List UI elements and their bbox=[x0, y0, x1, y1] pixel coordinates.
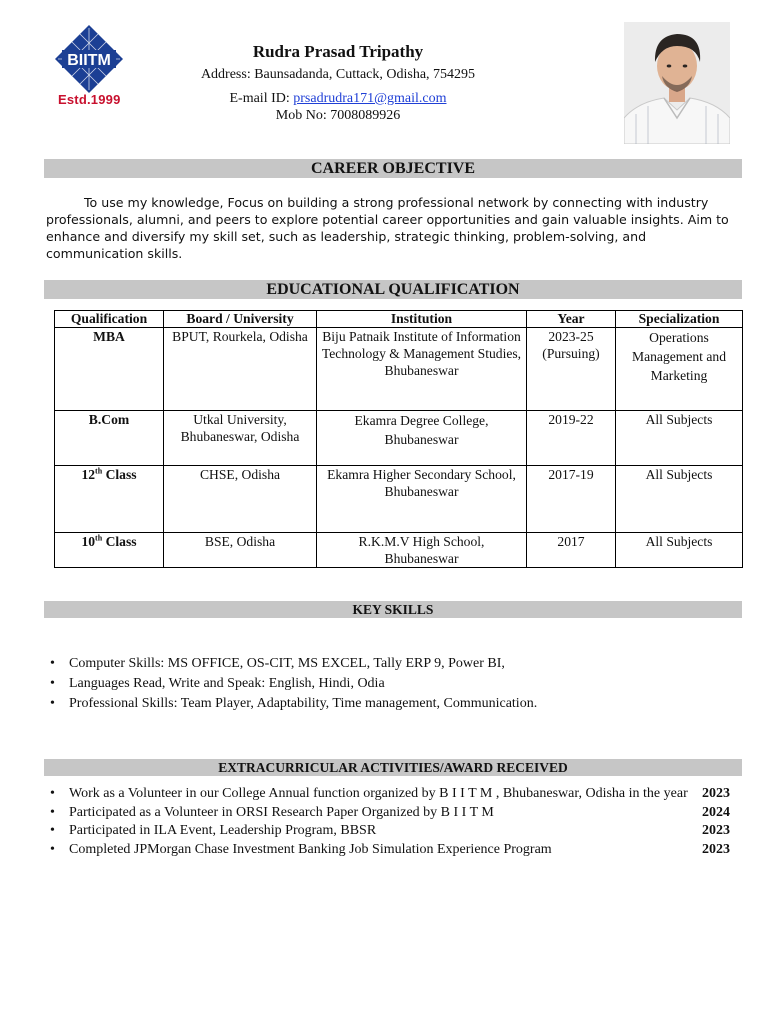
specialization-cell: All Subjects bbox=[616, 533, 743, 568]
ordinal-suffix: th bbox=[95, 466, 103, 476]
career-objective-heading: CAREER OBJECTIVE bbox=[44, 159, 742, 178]
board-cell: BSE, Odisha bbox=[164, 533, 317, 568]
email-line bbox=[0, 91, 676, 107]
list-item bbox=[50, 841, 730, 860]
education-table bbox=[54, 310, 743, 568]
extracurricular-heading: EXTRACURRICULAR ACTIVITIES/AWARD RECEIVED bbox=[44, 759, 742, 776]
list-item bbox=[50, 804, 730, 823]
list-item: • Professional Skills: Team Player, Adaptability, Time management, Communication. bbox=[50, 694, 740, 714]
institution-cell: R.K.M.V High School, Bhubaneswar bbox=[317, 533, 527, 568]
candidate-name: Rudra Prasad Tripathy bbox=[252, 42, 424, 61]
activity-text: Completed JPMorgan Chase Investment Banking Job Simulation Experience Program bbox=[69, 841, 552, 857]
list-item: • Computer Skills: MS OFFICE, OS-CIT, MS EXCEL, Tally ERP 9, Power BI, bbox=[50, 654, 740, 674]
list-item bbox=[50, 822, 730, 841]
institution-cell: Biju Patnaik Institute of Information Technology & Management Studies, Bhubaneswar bbox=[317, 328, 527, 411]
profile-photo bbox=[624, 22, 730, 144]
key-skills-heading: KEY SKILLS bbox=[44, 601, 742, 618]
column-header: Institution bbox=[317, 311, 527, 328]
activity-year: 2023 bbox=[702, 786, 730, 801]
person-photo-icon bbox=[624, 22, 730, 144]
qualification-suffix: Class bbox=[102, 467, 137, 482]
activity-year: 2024 bbox=[702, 804, 730, 820]
activity-year: 2023 bbox=[702, 823, 730, 838]
board-cell: BPUT, Rourkela, Odisha bbox=[164, 328, 317, 411]
activity-year: 2023 bbox=[702, 841, 730, 857]
column-header: Board / University bbox=[164, 311, 317, 328]
specialization-cell: All Subjects bbox=[616, 466, 743, 533]
qualification-cell: MBA bbox=[55, 328, 164, 411]
qualification-number: 12 bbox=[81, 467, 96, 482]
column-header: Qualification bbox=[55, 311, 164, 328]
mobile-number: Mob No: 7008089926 bbox=[275, 108, 401, 123]
qualification-cell: B.Com bbox=[55, 411, 164, 466]
career-objective-text: To use my knowledge, Focus on building a strong professional network by connecting with industry professionals, alumni, and peers to explore potential career opportunities and gain valuable insights. Aim to enhance and diversify my skill set, such as leadership, strategic thinking, problem-solving, and communication skills. bbox=[46, 195, 729, 261]
specialization-cell: All Subjects bbox=[616, 411, 743, 466]
logo-text: BIITM bbox=[67, 52, 111, 69]
institution-cell: Ekamra Degree College, Bhubaneswar bbox=[317, 411, 527, 466]
board-cell: CHSE, Odisha bbox=[164, 466, 317, 533]
email-label: E-mail ID: bbox=[229, 91, 294, 106]
activity-text: Participated as a Volunteer in ORSI Research Paper Organized by B I I T M bbox=[69, 804, 494, 820]
column-header: Year bbox=[527, 311, 616, 328]
ordinal-suffix: th bbox=[95, 533, 103, 543]
year-cell: 2017 bbox=[527, 533, 616, 568]
year-cell: 2017-19 bbox=[527, 466, 616, 533]
list-item bbox=[50, 785, 730, 804]
year-cell: 2023-25 (Pursuing) bbox=[527, 328, 616, 411]
table-row bbox=[55, 466, 743, 533]
specialization-cell: Operations Management and Marketing bbox=[616, 328, 743, 411]
extracurricular-list bbox=[50, 785, 730, 859]
address: Address: Baunsadanda, Cuttack, Odisha, 754295 bbox=[200, 67, 476, 82]
activity-text: Work as a Volunteer in our College Annual function organized by B I I T M , Bhubaneswar, Odisha in the year bbox=[69, 786, 688, 801]
table-row bbox=[55, 328, 743, 411]
list-item: • Languages Read, Write and Speak: English, Hindi, Odia bbox=[50, 674, 740, 694]
key-skills-list bbox=[50, 654, 740, 714]
column-header: Specialization bbox=[616, 311, 743, 328]
qualification-cell bbox=[55, 533, 164, 568]
table-header-row bbox=[55, 311, 743, 328]
institution-cell: Ekamra Higher Secondary School, Bhubaneswar bbox=[317, 466, 527, 533]
table-row bbox=[55, 411, 743, 466]
activity-text: Participated in ILA Event, Leadership Program, BBSR bbox=[69, 823, 377, 838]
year-cell: 2019-22 bbox=[527, 411, 616, 466]
email-link[interactable]: prsadrudra171@gmail.com bbox=[293, 91, 447, 106]
qualification-suffix: Class bbox=[102, 534, 137, 549]
logo-established-year: Estd.1999 bbox=[58, 92, 121, 107]
qualification-cell bbox=[55, 466, 164, 533]
qualification-number: 10 bbox=[81, 534, 96, 549]
board-cell: Utkal University, Bhubaneswar, Odisha bbox=[164, 411, 317, 466]
table-row bbox=[55, 533, 743, 568]
education-heading: EDUCATIONAL QUALIFICATION bbox=[44, 280, 742, 299]
